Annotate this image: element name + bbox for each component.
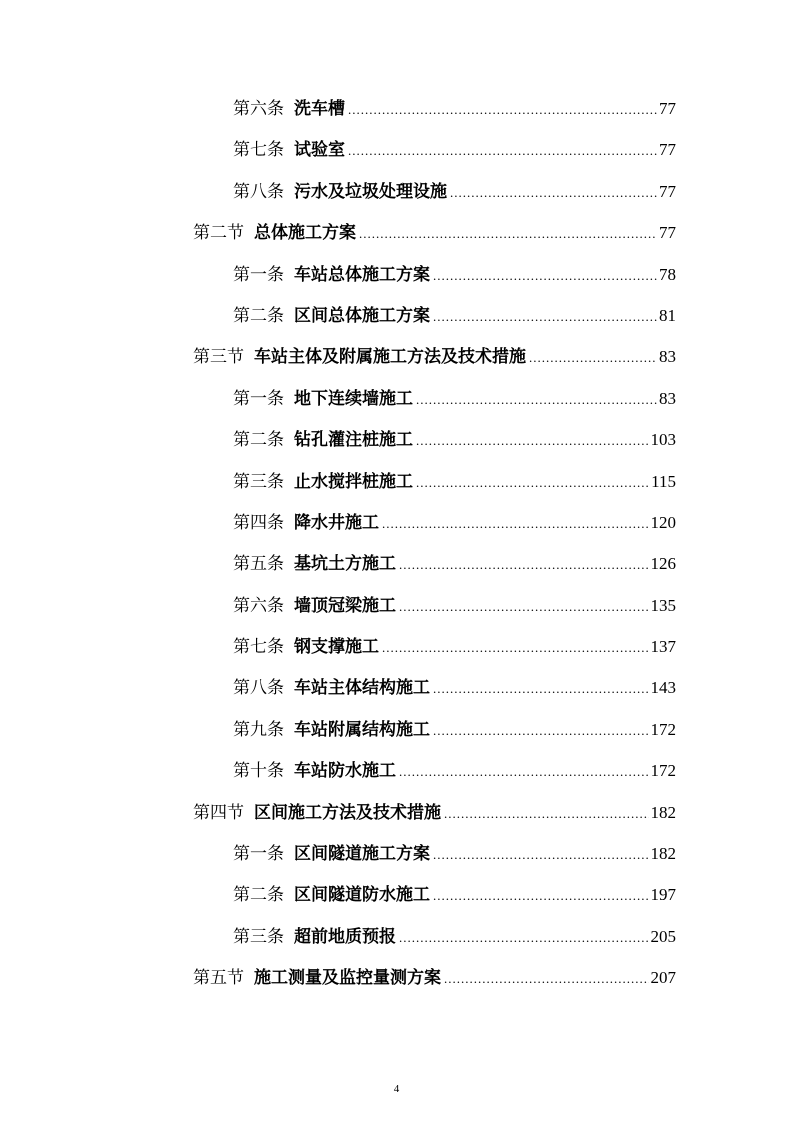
toc-entry-number: 第七条 — [233, 637, 284, 658]
toc-section-page: 77 — [659, 223, 676, 243]
toc-entry[interactable] — [0, 378, 676, 419]
toc-dot-leader — [399, 751, 649, 792]
toc-entry-number: 第九条 — [233, 719, 284, 740]
toc-entry-title: 污水及垃圾处理设施 — [294, 181, 447, 202]
toc-entry-page: 182 — [650, 844, 676, 864]
toc-entry[interactable] — [0, 254, 676, 295]
toc-entry-title: 区间总体施工方案 — [294, 305, 430, 326]
toc-dot-leader — [348, 89, 657, 130]
toc-dot-leader — [433, 710, 649, 751]
toc-entry-number: 第三条 — [233, 471, 284, 492]
toc-entry-page: 172 — [650, 719, 676, 739]
toc-entry-page: 83 — [659, 388, 676, 408]
toc-dot-leader — [399, 917, 649, 958]
toc-dot-leader — [450, 172, 657, 213]
toc-entry[interactable] — [0, 709, 676, 750]
toc-dot-leader — [416, 420, 649, 461]
toc-section-number: 第二节 — [193, 223, 244, 244]
toc-entry-number: 第二条 — [233, 885, 284, 906]
toc-entry-title: 车站防水施工 — [294, 761, 396, 782]
toc-entry[interactable] — [0, 419, 676, 460]
toc-dot-leader — [382, 627, 649, 668]
toc-entry[interactable] — [0, 585, 676, 626]
toc-section-page: 207 — [650, 968, 676, 988]
toc-entry-page: 103 — [650, 430, 676, 450]
toc-entry-number: 第四条 — [233, 512, 284, 533]
toc-dot-leader — [433, 668, 649, 709]
toc-section-number: 第四节 — [193, 802, 244, 823]
toc-entry-number: 第十条 — [233, 761, 284, 782]
toc-entry-page: 115 — [651, 471, 676, 491]
toc-section-number: 第五节 — [193, 968, 244, 989]
toc-entry[interactable] — [0, 461, 676, 502]
toc-entry-number: 第一条 — [233, 844, 284, 865]
toc-entry-number: 第五条 — [233, 554, 284, 575]
toc-entry[interactable] — [0, 502, 676, 543]
toc-dot-leader — [399, 586, 649, 627]
toc-entry-page: 126 — [650, 554, 676, 574]
toc-entry-title: 试验室 — [294, 140, 345, 161]
toc-entry-number: 第一条 — [233, 264, 284, 285]
page-number: 4 — [393, 1083, 400, 1095]
toc-section-title: 总体施工方案 — [254, 223, 356, 244]
toc-section-title: 车站主体及附属施工方法及技术措施 — [254, 347, 526, 368]
toc-entry[interactable] — [0, 667, 676, 708]
toc-entry-title: 地下连续墙施工 — [294, 388, 413, 409]
toc-entry[interactable] — [0, 833, 676, 874]
toc-entry-number: 第一条 — [233, 388, 284, 409]
toc-entry[interactable] — [0, 295, 676, 336]
toc-dot-leader — [433, 296, 657, 337]
toc-entry-page: 120 — [650, 512, 676, 532]
toc-entry-title: 超前地质预报 — [294, 926, 396, 947]
toc-entry-title: 洗车槽 — [294, 99, 345, 119]
toc-entry[interactable] — [0, 88, 676, 129]
toc-entry-number: 第六条 — [233, 99, 284, 119]
toc-entry-page: 135 — [650, 595, 676, 615]
toc-dot-leader — [399, 544, 649, 585]
toc-section[interactable] — [0, 336, 676, 377]
toc-dot-leader — [433, 875, 649, 916]
toc-entry-page: 77 — [659, 140, 676, 160]
toc-entry-title: 车站主体结构施工 — [294, 678, 430, 699]
toc-entry-number: 第三条 — [233, 926, 284, 947]
toc-section[interactable] — [0, 957, 676, 998]
toc-section[interactable] — [0, 212, 676, 253]
toc-dot-leader — [433, 255, 657, 296]
toc-entry-title: 钢支撑施工 — [294, 637, 379, 658]
toc-entry[interactable] — [0, 129, 676, 170]
toc-entry[interactable] — [0, 171, 676, 212]
toc-dot-leader — [444, 793, 649, 834]
toc-entry-page: 137 — [650, 637, 676, 657]
toc-section-page: 182 — [650, 802, 676, 822]
toc-entry-title: 区间隧道施工方案 — [294, 844, 430, 865]
toc-entry-title: 钻孔灌注桩施工 — [294, 430, 413, 451]
toc-entry-title: 车站附属结构施工 — [294, 719, 430, 740]
toc-dot-leader — [348, 130, 657, 171]
toc-entry[interactable] — [0, 543, 676, 584]
toc-entry-number: 第六条 — [233, 595, 284, 616]
toc-entry-title: 墙顶冠梁施工 — [294, 595, 396, 616]
toc-entry-title: 降水井施工 — [294, 512, 379, 533]
toc-entry-page: 78 — [659, 264, 676, 284]
toc-entry-number: 第七条 — [233, 140, 284, 161]
toc-section-title: 区间施工方法及技术措施 — [254, 802, 441, 823]
toc-dot-leader — [382, 503, 649, 544]
toc-entry-page: 197 — [650, 885, 676, 905]
toc-dot-leader — [444, 958, 649, 999]
toc-dot-leader — [416, 462, 649, 503]
toc-dot-leader — [359, 213, 657, 254]
toc-entry[interactable] — [0, 750, 676, 791]
toc-entry-page: 143 — [650, 678, 676, 698]
toc-entry-page: 77 — [659, 181, 676, 201]
toc-entry-page: 81 — [659, 305, 676, 325]
toc-entry-page: 77 — [659, 99, 676, 118]
toc-section-page: 83 — [659, 347, 676, 367]
toc-entry[interactable] — [0, 874, 676, 915]
toc-entry-number: 第二条 — [233, 305, 284, 326]
toc-entry-title: 车站总体施工方案 — [294, 264, 430, 285]
toc-dot-leader — [433, 834, 649, 875]
toc-dot-leader — [416, 379, 657, 420]
toc-entry-title: 基坑土方施工 — [294, 554, 396, 575]
table-of-contents — [0, 88, 793, 999]
toc-section[interactable] — [0, 792, 676, 833]
toc-dot-leader — [529, 337, 657, 378]
toc-entry-page: 205 — [650, 926, 676, 946]
toc-entry-number: 第二条 — [233, 430, 284, 451]
toc-entry-page: 172 — [650, 761, 676, 781]
toc-entry-title: 区间隧道防水施工 — [294, 885, 430, 906]
toc-entry-number: 第八条 — [233, 678, 284, 699]
toc-entry-number: 第八条 — [233, 181, 284, 202]
toc-section-title: 施工测量及监控量测方案 — [254, 968, 441, 989]
toc-section-number: 第三节 — [193, 347, 244, 368]
toc-entry[interactable] — [0, 916, 676, 957]
toc-entry-title: 止水搅拌桩施工 — [294, 471, 413, 492]
toc-entry[interactable] — [0, 626, 676, 667]
